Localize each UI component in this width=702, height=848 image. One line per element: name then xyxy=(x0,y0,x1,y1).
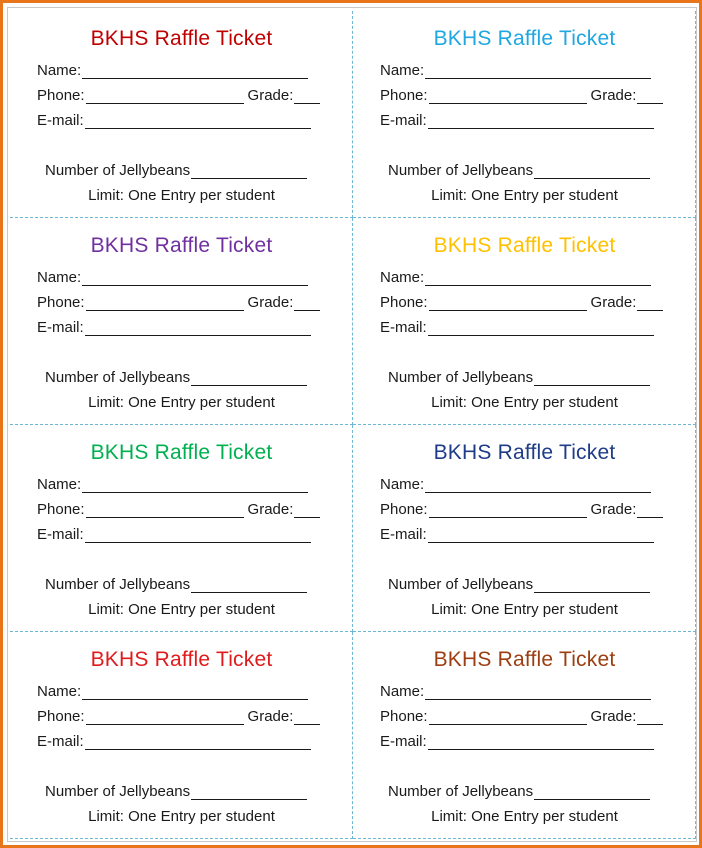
ticket-title: BKHS Raffle Ticket xyxy=(90,27,273,50)
name-row xyxy=(37,269,308,286)
name-label: Name: xyxy=(37,476,82,493)
phone-field[interactable] xyxy=(429,503,587,518)
phone-field[interactable] xyxy=(86,89,244,104)
limit-note: Limit: One Entry per student xyxy=(431,808,618,825)
email-field[interactable] xyxy=(428,321,654,336)
raffle-ticket xyxy=(353,218,696,425)
jellybeans-label: Number of Jellybeans xyxy=(45,162,191,179)
name-label: Name: xyxy=(380,62,425,79)
email-field[interactable] xyxy=(428,735,654,750)
name-row xyxy=(380,269,651,286)
name-row xyxy=(380,476,651,493)
jellybeans-row xyxy=(45,576,307,593)
jellybeans-field[interactable] xyxy=(534,578,650,593)
grade-field[interactable] xyxy=(637,503,663,518)
email-row xyxy=(37,319,311,336)
email-label: E-mail: xyxy=(37,526,84,543)
ticket-title: BKHS Raffle Ticket xyxy=(433,27,616,50)
grade-label: Grade: xyxy=(590,87,637,104)
grade-field[interactable] xyxy=(637,296,663,311)
name-label: Name: xyxy=(37,62,82,79)
name-label: Name: xyxy=(37,683,82,700)
email-field[interactable] xyxy=(428,114,654,129)
name-label: Name: xyxy=(380,683,425,700)
jellybeans-field[interactable] xyxy=(191,785,307,800)
grade-label: Grade: xyxy=(590,501,637,518)
phone-field[interactable] xyxy=(86,710,244,725)
email-label: E-mail: xyxy=(380,526,427,543)
name-field[interactable] xyxy=(425,64,651,79)
email-label: E-mail: xyxy=(37,112,84,129)
ticket-grid xyxy=(10,11,696,839)
grade-field[interactable] xyxy=(637,89,663,104)
email-label: E-mail: xyxy=(37,733,84,750)
ticket-title: BKHS Raffle Ticket xyxy=(433,441,616,464)
name-row xyxy=(37,476,308,493)
email-label: E-mail: xyxy=(380,733,427,750)
phone-label: Phone: xyxy=(37,708,85,725)
ticket-title: BKHS Raffle Ticket xyxy=(90,234,273,257)
jellybeans-row xyxy=(388,783,650,800)
email-row xyxy=(37,526,311,543)
jellybeans-row xyxy=(388,576,650,593)
grade-label: Grade: xyxy=(247,501,294,518)
phone-label: Phone: xyxy=(380,294,428,311)
grade-field[interactable] xyxy=(294,296,320,311)
jellybeans-label: Number of Jellybeans xyxy=(388,369,534,386)
email-row xyxy=(380,733,654,750)
phone-row xyxy=(380,87,663,104)
name-field[interactable] xyxy=(425,685,651,700)
grade-label: Grade: xyxy=(590,708,637,725)
jellybeans-label: Number of Jellybeans xyxy=(388,783,534,800)
email-label: E-mail: xyxy=(380,112,427,129)
phone-label: Phone: xyxy=(380,87,428,104)
raffle-ticket xyxy=(10,218,353,425)
jellybeans-row xyxy=(388,162,650,179)
phone-row xyxy=(380,294,663,311)
email-row xyxy=(380,319,654,336)
jellybeans-row xyxy=(388,369,650,386)
email-field[interactable] xyxy=(85,114,311,129)
name-field[interactable] xyxy=(82,271,308,286)
jellybeans-label: Number of Jellybeans xyxy=(45,369,191,386)
phone-label: Phone: xyxy=(37,294,85,311)
name-field[interactable] xyxy=(82,64,308,79)
jellybeans-field[interactable] xyxy=(534,164,650,179)
name-label: Name: xyxy=(380,269,425,286)
name-row xyxy=(380,62,651,79)
phone-row xyxy=(37,294,320,311)
email-field[interactable] xyxy=(85,735,311,750)
phone-field[interactable] xyxy=(429,710,587,725)
ticket-sheet xyxy=(7,7,697,842)
raffle-ticket xyxy=(10,425,353,632)
jellybeans-label: Number of Jellybeans xyxy=(45,576,191,593)
jellybeans-label: Number of Jellybeans xyxy=(45,783,191,800)
grade-field[interactable] xyxy=(294,710,320,725)
phone-row xyxy=(37,87,320,104)
grade-field[interactable] xyxy=(637,710,663,725)
raffle-ticket xyxy=(353,425,696,632)
jellybeans-label: Number of Jellybeans xyxy=(388,576,534,593)
ticket-title: BKHS Raffle Ticket xyxy=(90,648,273,671)
ticket-title: BKHS Raffle Ticket xyxy=(433,648,616,671)
jellybeans-label: Number of Jellybeans xyxy=(388,162,534,179)
grade-field[interactable] xyxy=(294,503,320,518)
phone-label: Phone: xyxy=(37,87,85,104)
email-row xyxy=(380,526,654,543)
ticket-title: BKHS Raffle Ticket xyxy=(433,234,616,257)
jellybeans-field[interactable] xyxy=(191,371,307,386)
jellybeans-row xyxy=(45,162,307,179)
email-row xyxy=(37,112,311,129)
limit-note: Limit: One Entry per student xyxy=(88,808,275,825)
email-field[interactable] xyxy=(85,321,311,336)
name-row xyxy=(37,62,308,79)
phone-label: Phone: xyxy=(380,501,428,518)
name-row xyxy=(37,683,308,700)
phone-row xyxy=(37,708,320,725)
name-row xyxy=(380,683,651,700)
jellybeans-field[interactable] xyxy=(191,164,307,179)
ticket-title: BKHS Raffle Ticket xyxy=(90,441,273,464)
jellybeans-field[interactable] xyxy=(191,578,307,593)
jellybeans-row xyxy=(45,369,307,386)
name-field[interactable] xyxy=(425,478,651,493)
name-label: Name: xyxy=(37,269,82,286)
limit-note: Limit: One Entry per student xyxy=(88,187,275,204)
email-label: E-mail: xyxy=(37,319,84,336)
grade-label: Grade: xyxy=(247,294,294,311)
email-row xyxy=(37,733,311,750)
raffle-ticket xyxy=(353,11,696,218)
jellybeans-field[interactable] xyxy=(534,371,650,386)
phone-label: Phone: xyxy=(37,501,85,518)
limit-note: Limit: One Entry per student xyxy=(431,601,618,618)
email-field[interactable] xyxy=(428,528,654,543)
raffle-ticket xyxy=(10,632,353,839)
jellybeans-field[interactable] xyxy=(534,785,650,800)
phone-field[interactable] xyxy=(86,296,244,311)
phone-row xyxy=(380,708,663,725)
name-field[interactable] xyxy=(82,685,308,700)
name-label: Name: xyxy=(380,476,425,493)
name-field[interactable] xyxy=(82,478,308,493)
phone-field[interactable] xyxy=(429,89,587,104)
phone-field[interactable] xyxy=(86,503,244,518)
limit-note: Limit: One Entry per student xyxy=(431,187,618,204)
limit-note: Limit: One Entry per student xyxy=(88,601,275,618)
limit-note: Limit: One Entry per student xyxy=(88,394,275,411)
limit-note: Limit: One Entry per student xyxy=(431,394,618,411)
email-row xyxy=(380,112,654,129)
jellybeans-row xyxy=(45,783,307,800)
phone-row xyxy=(37,501,320,518)
phone-row xyxy=(380,501,663,518)
email-label: E-mail: xyxy=(380,319,427,336)
grade-label: Grade: xyxy=(590,294,637,311)
raffle-ticket xyxy=(353,632,696,839)
phone-field[interactable] xyxy=(429,296,587,311)
phone-label: Phone: xyxy=(380,708,428,725)
grade-label: Grade: xyxy=(247,708,294,725)
name-field[interactable] xyxy=(425,271,651,286)
grade-label: Grade: xyxy=(247,87,294,104)
email-field[interactable] xyxy=(85,528,311,543)
grade-field[interactable] xyxy=(294,89,320,104)
raffle-ticket xyxy=(10,11,353,218)
